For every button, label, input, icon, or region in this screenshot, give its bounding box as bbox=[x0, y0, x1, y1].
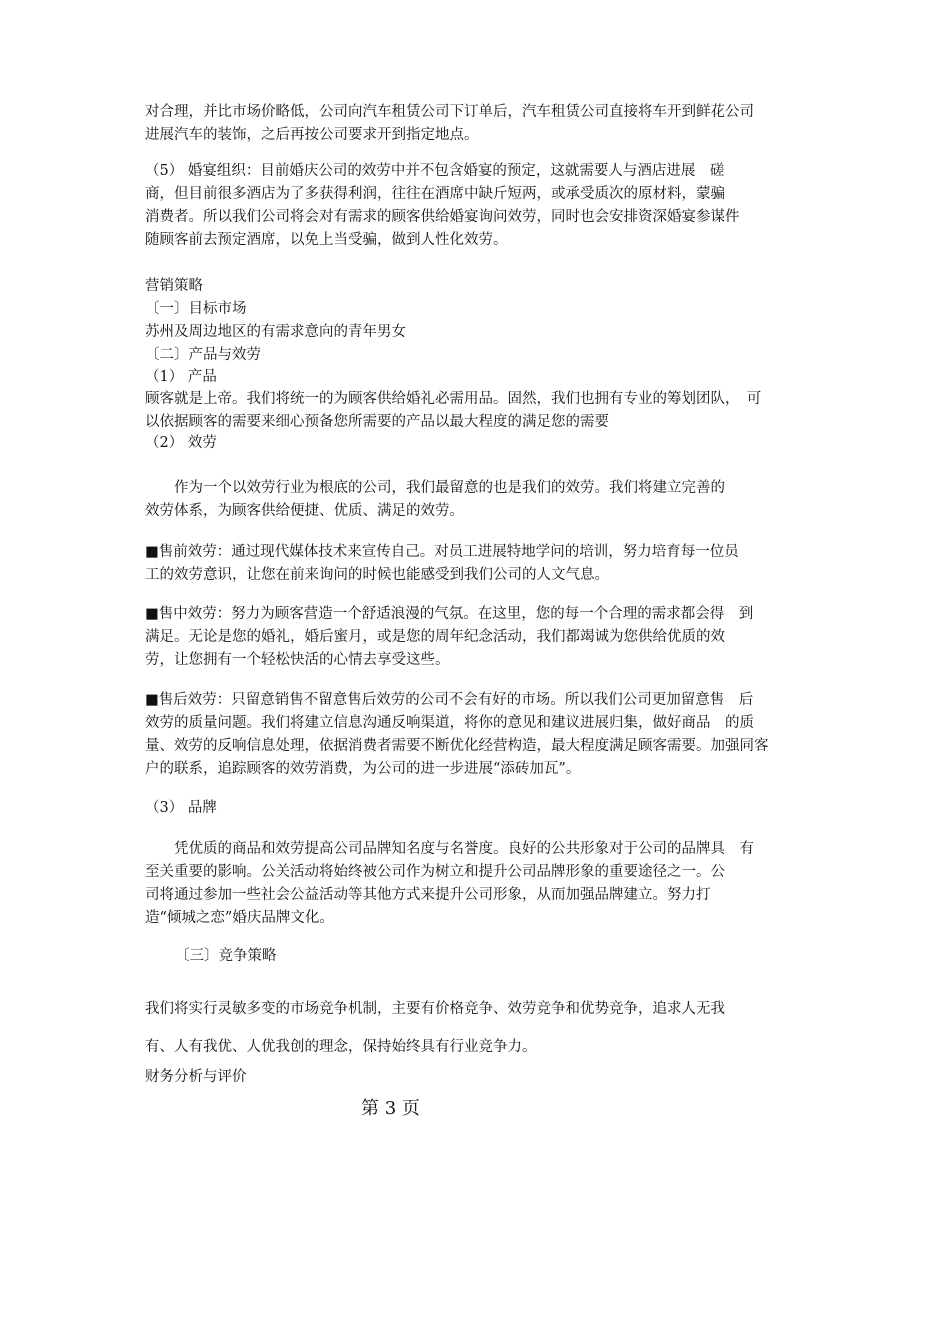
heading-brand: （3） 品牌 bbox=[145, 800, 217, 816]
paragraph-car-rental bbox=[145, 101, 805, 147]
text-line: 作为一个以效劳行业为根底的公司，我们最留意的也是我们的效劳。我们将建立完善的 bbox=[174, 480, 725, 496]
paragraph-in-sale bbox=[145, 603, 805, 672]
text-line: 量、效劳的反响信息处理，依据消费者需要不断优化经营构造，最大程度满足顾客需要。加强同客 bbox=[145, 738, 769, 754]
text-line: 顾客就是上帝。我们将统一的为顾客供给婚礼必需用品。固然，我们也拥有专业的筹划团队， 可 bbox=[145, 391, 762, 407]
text-line: 对合理，并比市场价略低，公司向汽车租赁公司下订单后，汽车租赁公司直接将车开到鲜花公司 bbox=[145, 104, 754, 120]
text-line: 造“倾城之恋”婚庆品牌文化。 bbox=[145, 910, 334, 926]
heading-product: （1） 产品 bbox=[145, 369, 217, 385]
text-line: 凭优质的商品和效劳提高公司品牌知名度与名誉度。良好的公共形象对于公司的品牌具 有 bbox=[174, 841, 754, 857]
paragraph-banquet bbox=[145, 160, 805, 252]
text-line: ■售后效劳：只留意销售不留意售后效劳的公司不会有好的市场。所以我们公司更加留意售 后 bbox=[145, 692, 754, 708]
text-line: 司将通过参加一些社会公益活动等其他方式来提升公司形象，从而加强品牌建立。努力打 bbox=[145, 887, 711, 903]
text-line: （5） 婚宴组织：目前婚庆公司的效劳中并不包含婚宴的预定，这就需要人与酒店进展 磋 bbox=[145, 163, 725, 179]
paragraph-competition-2: 有、人有我优、人优我创的理念，保持始终具有行业竞争力。 bbox=[145, 1039, 537, 1055]
paragraph-pre-sale bbox=[145, 541, 805, 587]
text-line: 户的联系，追踪顾客的效劳消费，为公司的进一步进展“添砖加瓦”。 bbox=[145, 761, 581, 777]
text-line: 以依据顾客的需要来细心预备您所需要的产品以最大程度的满足您的需要 bbox=[145, 414, 609, 430]
text-line: 效劳的质量问题。我们将建立信息沟通反响渠道，将你的意见和建议进展归集，做好商品 的质 bbox=[145, 715, 754, 731]
text-line: ■售前效劳：通过现代媒体技术来宣传自己。对员工进展特地学问的培训，努力培育每一位员 bbox=[145, 544, 739, 560]
paragraph-service bbox=[145, 477, 805, 523]
heading-service: （2） 效劳 bbox=[145, 435, 217, 451]
text-line: 至关重要的影响。公关活动将始终被公司作为树立和提升公司品牌形象的重要途径之一。公 bbox=[145, 864, 725, 880]
heading-marketing: 营销策略 bbox=[145, 278, 203, 294]
target-market-text: 苏州及周边地区的有需求意向的青年男女 bbox=[145, 324, 406, 340]
text-line: ■售中效劳：努力为顾客营造一个舒适浪漫的气氛。在这里，您的每一个合理的需求都会得 到 bbox=[145, 606, 754, 622]
text-line: 满足。无论是您的婚礼，婚后蜜月，或是您的周年纪念活动，我们都竭诚为您供给优质的效 bbox=[145, 629, 725, 645]
heading-competition: 〔三〕竞争策略 bbox=[175, 948, 277, 964]
text-line: 商，但目前很多酒店为了多获得利润，往往在酒席中缺斤短两，或承受质次的原材料，蒙骗 bbox=[145, 186, 725, 202]
text-line: 工的效劳意识，让您在前来询问的时候也能感受到我们公司的人文气息。 bbox=[145, 567, 609, 583]
text-line: 消费者。所以我们公司将会对有需求的顾客供给婚宴询问效劳，同时也会安排资深婚宴参谋件 bbox=[145, 209, 740, 225]
paragraph-after-sale bbox=[145, 689, 805, 781]
paragraph-competition-1: 我们将实行灵敏多变的市场竞争机制，主要有价格竞争、效劳竞争和优势竞争，追求人无我 bbox=[145, 1001, 725, 1017]
paragraph-brand bbox=[145, 838, 805, 930]
heading-product-service: 〔二〕产品与效劳 bbox=[145, 347, 261, 363]
text-line: 进展汽车的装饰，之后再按公司要求开到指定地点。 bbox=[145, 127, 479, 143]
text-line: 劳，让您拥有一个轻松快活的心情去享受这些。 bbox=[145, 652, 450, 668]
heading-target-market: 〔一〕目标市场 bbox=[145, 301, 247, 317]
heading-finance: 财务分析与评价 bbox=[145, 1069, 247, 1085]
page-number: 第 3 页 bbox=[361, 1098, 420, 1119]
text-line: 随顾客前去预定酒席，以免上当受骗，做到人性化效劳。 bbox=[145, 232, 508, 248]
text-line: 效劳体系，为顾客供给便捷、优质、满足的效劳。 bbox=[145, 503, 464, 519]
paragraph-product bbox=[145, 388, 805, 434]
